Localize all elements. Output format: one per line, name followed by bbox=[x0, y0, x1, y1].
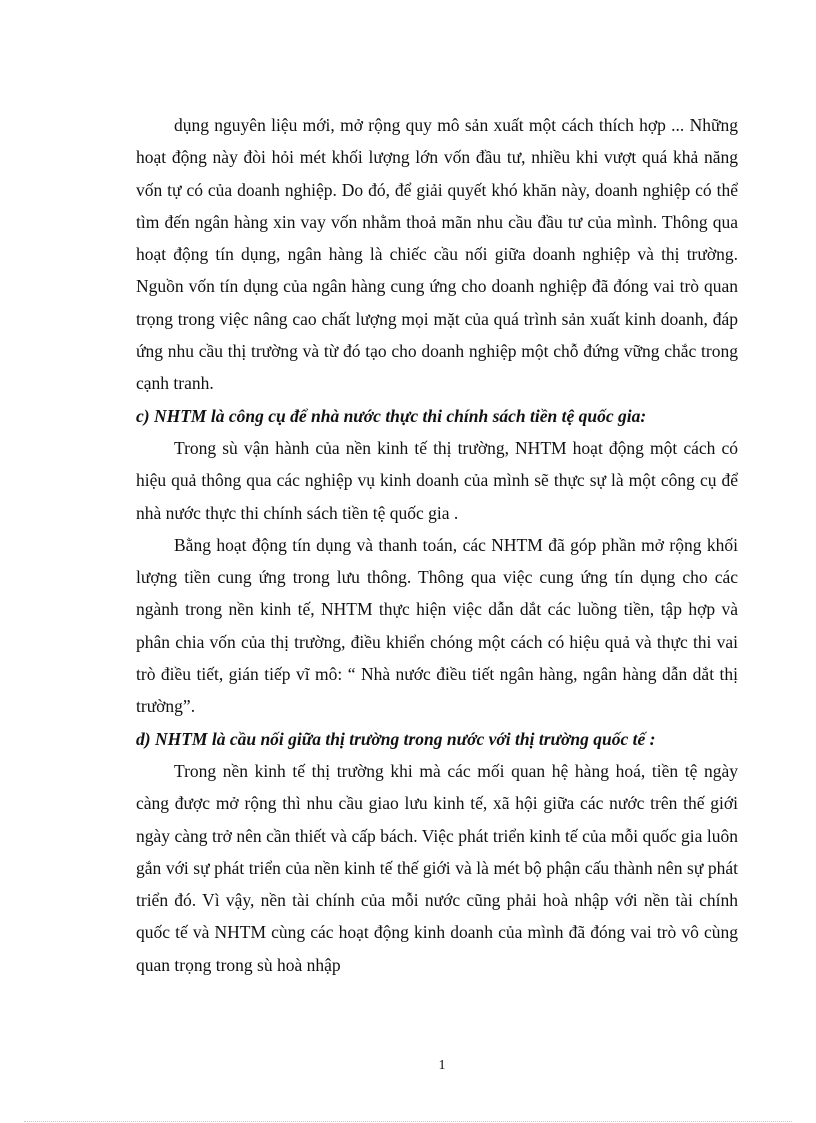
paragraph-monetary-policy-detail: Bằng hoạt động tín dụng và thanh toán, các NHTM đã góp phần mở rộng khối lượng tiền cung ứng trong lưu thông. Thông qua việc cung ứng tín dụng cho các ngành trong nền kinh tế, NHTM thực hiện việc dẫn dắt các luồng tiền, tập hợp và phân chia vốn của thị trường, điều khiển chóng một cách có hiệu quả và thực thi vai trò điều tiết, gián tiếp vĩ mô: “ Nhà nước điều tiết ngân hàng, ngân hàng dẫn dắt thị trường”. bbox=[136, 534, 738, 717]
paragraph-monetary-policy-intro: Trong sù vận hành của nền kinh tế thị trường, NHTM hoạt động một cách có hiệu quả thông qua các nghiệp vụ kinh doanh của mình sẽ thực sự là một công cụ để nhà nước thực thi chính sách tiền tệ quốc gia . bbox=[136, 437, 738, 523]
section-heading-d: d) NHTM là cầu nối giữa thị trường trong nước với thị trường quốc tế : bbox=[136, 728, 656, 749]
section-heading-c: c) NHTM là công cụ để nhà nước thực thi chính sách tiền tệ quốc gia: bbox=[136, 405, 647, 426]
page-bottom-divider bbox=[24, 1121, 792, 1122]
paragraph-international-bridge: Trong nền kinh tế thị trường khi mà các mối quan hệ hàng hoá, tiền tệ ngày càng được mở rộng thì nhu cầu giao lưu kinh tế, xã hội giữa các nước trên thế giới ngày càng trở nên cần thiết và cấp bách. Việc phát triển kinh tế của mỗi quốc gia luôn gắn với sự phát triển của nền kinh tế thế giới và là mét bộ phận cấu thành nên sự phát triển đó. Vì vậy, nền tài chính của mỗi nước cũng phải hoà nhập với nền tài chính quốc tế và NHTM cùng các hoạt động kinh doanh của mình đã đóng vai trò vô cùng quan trọng trong sù hoà nhập bbox=[136, 760, 738, 975]
page-number: 1 bbox=[438, 1058, 446, 1073]
document-body bbox=[136, 109, 738, 981]
paragraph-credit-role: dụng nguyên liệu mới, mở rộng quy mô sản xuất một cách thích hợp ... Những hoạt động này đòi hỏi mét khối lượng lớn vốn đầu tư, nhiều khi vượt quá khả năng vốn tự có của doanh nghiệp. Do đó, để giải quyết khó khăn này, doanh nghiệp có thể tìm đến ngân hàng xin vay vốn nhằm thoả mãn nhu cầu đầu tư của mình. Thông qua hoạt động tín dụng, ngân hàng là chiếc cầu nối giữa doanh nghiệp và thị trường. Nguồn vốn tín dụng của ngân hàng cung ứng cho doanh nghiệp đã đóng vai trò quan trọng trong việc nâng cao chất lượng mọi mặt của quá trình sản xuất kinh doanh, đáp ứng nhu cầu thị trường và từ đó tạo cho doanh nghiệp một chỗ đứng vững chắc trong cạnh tranh. bbox=[136, 115, 738, 394]
